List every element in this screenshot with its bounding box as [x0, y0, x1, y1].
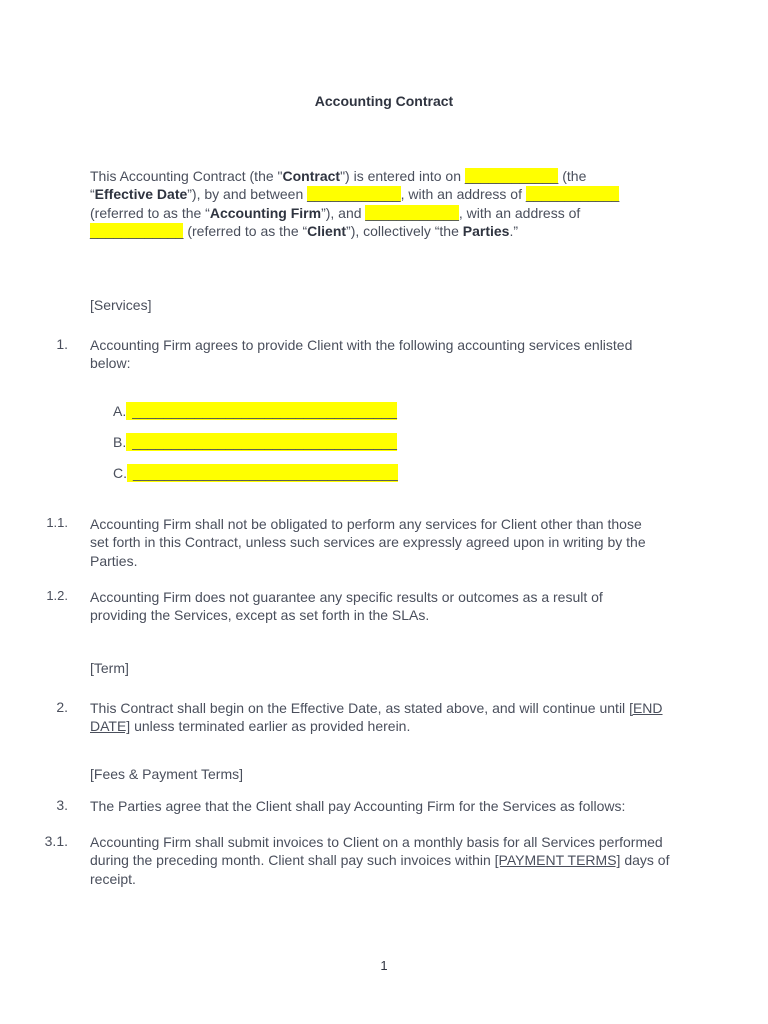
- service-b-blank[interactable]: __________________________________: [126, 433, 397, 451]
- service-item-b: B. __________________________________: [113, 434, 397, 450]
- item-2-number: 2.: [56, 699, 68, 715]
- item-3-1-text: Accounting Firm shall submit invoices to Client on a monthly basis for all Services performed during the preceding month. Client shall pay such invoices within [PAYMENT TERMS] days of receipt.: [90, 834, 670, 887]
- item-1-2-number: 1.2.: [46, 588, 68, 603]
- service-item-a: A. __________________________________: [113, 403, 397, 419]
- effective-date-blank[interactable]: ____________: [464, 168, 559, 184]
- service-a-blank[interactable]: __________________________________: [126, 402, 397, 420]
- client-term: Client: [307, 222, 347, 239]
- contract-term: Contract: [282, 168, 341, 184]
- term-heading: [Term]: [90, 660, 129, 676]
- services-heading: [Services]: [90, 297, 152, 313]
- page-number: 1: [380, 958, 388, 973]
- parties-term: Parties: [462, 222, 510, 239]
- service-item-c: C. __________________________________: [113, 465, 398, 481]
- firm-name-blank[interactable]: ____________: [307, 186, 401, 203]
- payment-terms-placeholder[interactable]: [PAYMENT TERMS]: [494, 852, 621, 869]
- item-1-1-text: Accounting Firm shall not be obligated to perform any services for Client other than those set forth in this Contract, unless such services are expressly agreed upon in writing by the Parties.: [90, 516, 646, 569]
- intro-paragraph: This Accounting Contract (the "Contract") is entered into on ____________ (the “Effective Date”), by and between ____________, with an address of ____________ (referred to as the “Accounting Firm”), and ____________, with an address of ____________ (referred to as the “Client”), collectively “the Parties.”: [90, 168, 620, 239]
- item-1-1-number: 1.1.: [46, 515, 68, 530]
- item-3-text: The Parties agree that the Client shall pay Accounting Firm for the Services as follows:: [90, 798, 626, 814]
- item-3-1-number: 3.1.: [44, 833, 68, 849]
- client-name-blank[interactable]: ____________: [365, 204, 459, 221]
- effective-date-term: Effective Date: [94, 186, 188, 203]
- end-date-placeholder[interactable]: [END DATE]: [90, 700, 663, 735]
- item-1-2-text: Accounting Firm does not guarantee any specific results or outcomes as a result of providing the Services, except as set forth in the SLAs.: [90, 589, 603, 624]
- firm-address-blank[interactable]: ____________: [525, 186, 620, 203]
- item-1-text: Accounting Firm agrees to provide Client with the following accounting services enlisted below:: [90, 337, 633, 372]
- fees-heading: [Fees & Payment Terms]: [90, 766, 244, 782]
- item-2-text: This Contract shall begin on the Effective Date, as stated above, and will continue until [END DATE] unless terminated earlier as provided herein.: [90, 700, 663, 735]
- accounting-firm-term: Accounting Firm: [209, 204, 322, 221]
- item-3-number: 3.: [56, 797, 68, 813]
- service-c-blank[interactable]: __________________________________: [127, 464, 398, 482]
- client-address-blank[interactable]: ____________: [90, 222, 184, 239]
- item-1-number: 1.: [56, 336, 68, 352]
- document-title: Accounting Contract: [314, 93, 454, 109]
